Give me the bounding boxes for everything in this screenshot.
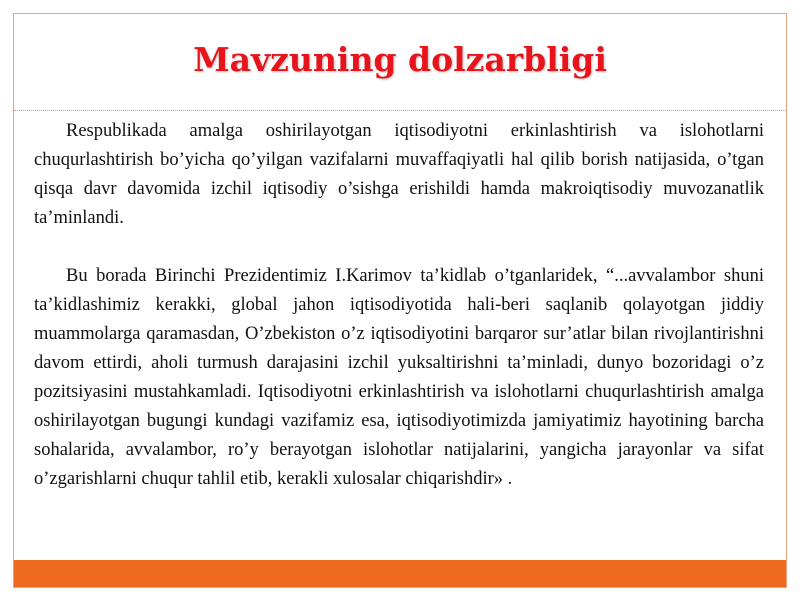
paragraph-2: Bu borada Birinchi Prezidentimiz I.Karimov ta’kidlab o’tganlaridek, “...avvalambor shuni ta’kidlashimiz kerakki, global jahon iqtisodiyotida hali-beri saqlanib qolayotgan jiddiy muammolarga qaramasdan, O’zbekiston o’z iqtisodiyotini barqaror sur’atlar bilan rivojlantirishni davom ettirdi, aholi turmush darajasini izchil yuksaltirishni ta’minladi, dunyo bozoridagi o’z pozitsiyasini mustahkamladi. Iqtisodiyotni erkinlashtirish va islohotlarni chuqurlashtirish amalga oshirilayotgan bugungi kundagi vazifamiz esa, iqtisodiyotimizda jamiyatimiz hayotining barcha sohalarida, avvalambor, ro’y berayotgan islohotlar natijalarini, yangicha jarayonlar va sifat o’zgarishlarni chuqur tahlil etib, kerakli xulosalar chiqarishdir» . [34, 266, 764, 489]
paragraph-1: Respublikada amalga oshirilayotgan iqtisodiyotni erkinlashtirish va islohotlarni chuqurlashtirish bo’yicha qo’yilgan vazifalarni muvaffaqiyatli hal qilib borish natijasida, o’tgan qisqa davr davomida izchil iqtisodiy o’sishga erishildi hamda makroiqtisodiy muvozanatlik ta’minlandi. [34, 121, 764, 228]
slide-title: Mavzuning dolzarbligi [193, 40, 607, 79]
title-divider [14, 110, 786, 111]
slide-body [34, 117, 764, 494]
footer-accent-bar [14, 560, 786, 587]
